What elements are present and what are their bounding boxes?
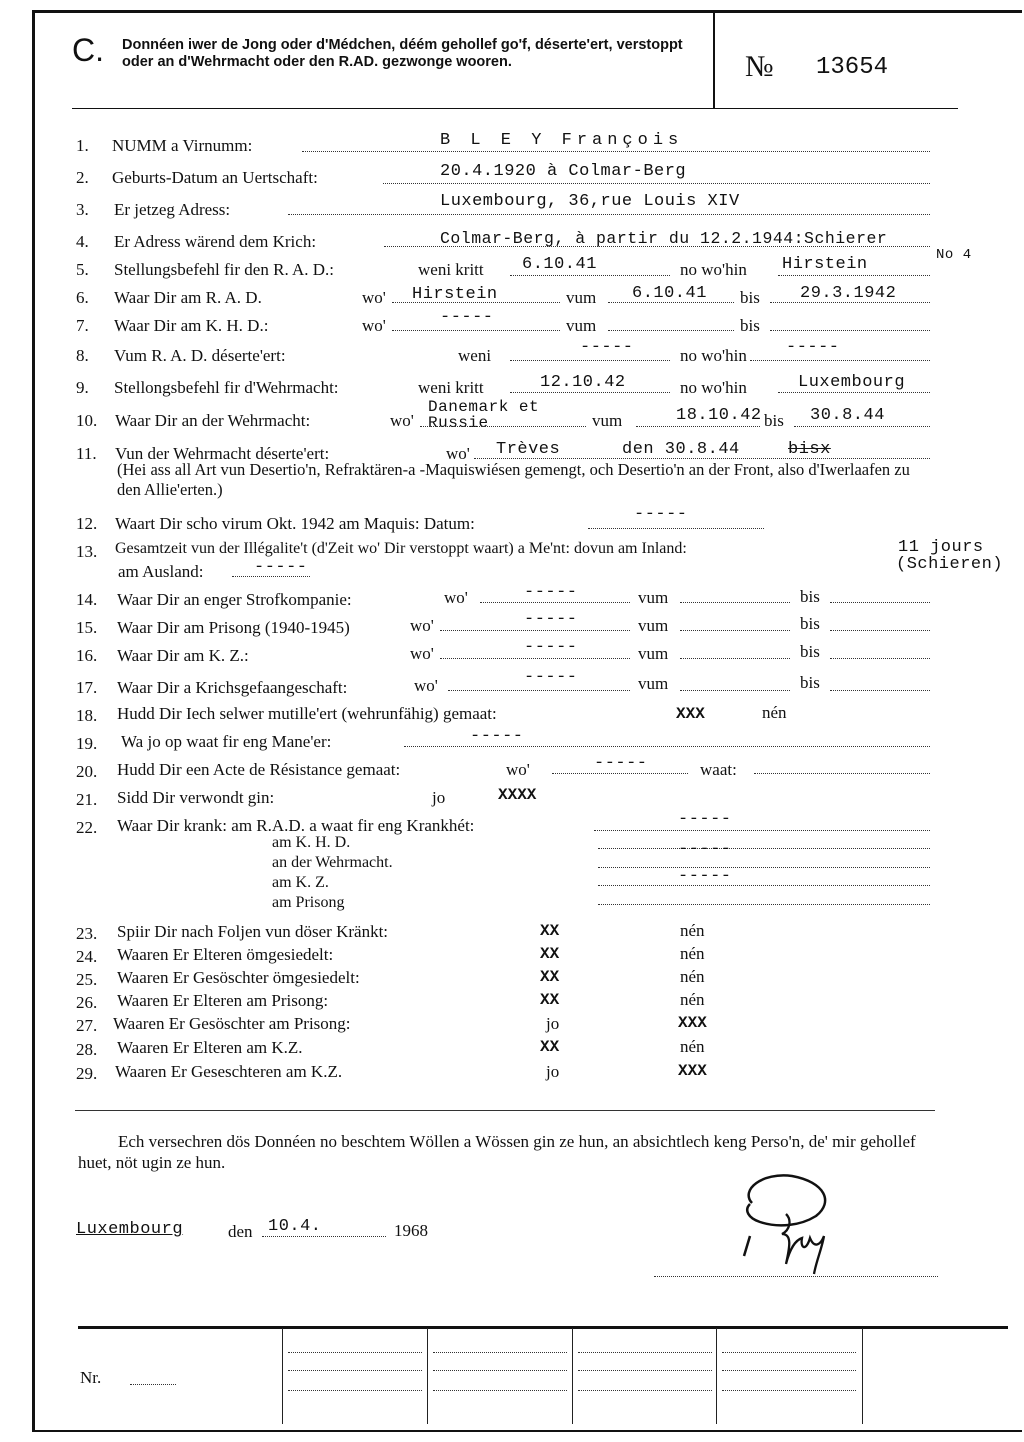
- signature-year: 1968: [394, 1221, 428, 1240]
- item-number-3: 3.: [76, 200, 89, 219]
- label-no-wohin-8: no wo'hin: [680, 346, 747, 365]
- answer-inland: 11 jours: [898, 538, 984, 557]
- label-address: Er jetzeg Adress:: [114, 200, 231, 219]
- item-number-27: 27.: [76, 1016, 98, 1035]
- item-number-4: 4.: [76, 232, 89, 251]
- field-line-sick-rad: [594, 830, 930, 831]
- form-number: 13654: [816, 54, 889, 81]
- answer-desert-where: Trèves: [496, 440, 561, 459]
- label-weni-kritt-9: weni kritt: [418, 378, 484, 397]
- label-wm-desert: Vun der Wehrmacht déserte'ert:: [115, 444, 330, 463]
- field-line-penal-where: [480, 602, 630, 603]
- footer-line-a1: [288, 1352, 422, 1353]
- footer-line-b2: [433, 1370, 567, 1371]
- answer-sick-kz: -----: [678, 867, 732, 886]
- field-line-wm-order-date: [510, 392, 670, 393]
- label-pow: Waar Dir a Krichsgefaangeschaft:: [117, 678, 348, 697]
- item-number-23: 23.: [76, 924, 98, 943]
- label-name: NUMM a Virnumm:: [112, 136, 253, 155]
- footer-top-rule: [78, 1326, 1008, 1329]
- label-wo-15: wo': [410, 616, 434, 635]
- label-illegality: Gesamtzeit vun der Illégalite't (d'Zeit wo' Dir verstoppt waart) a Me'nt: dovun am Inland:: [115, 540, 687, 557]
- label-vum-17: vum: [638, 674, 669, 693]
- header-divider: [713, 10, 715, 108]
- label-wo-20: wo': [506, 760, 530, 779]
- label-parents-kz: Waaren Er Elteren am K.Z.: [117, 1038, 303, 1057]
- answer-self-mutilation-jo-struck: XXX: [676, 705, 705, 723]
- answer-rad-desert-date: -----: [580, 338, 634, 357]
- label-weni-8: weni: [458, 346, 492, 365]
- answer-wm-order-place: Luxembourg: [798, 373, 906, 392]
- label-no-wohin-5: no wo'hin: [680, 260, 747, 279]
- label-wm-service: Waar Dir an der Wehrmacht:: [115, 411, 311, 430]
- signature-date: 10.4.: [268, 1217, 322, 1236]
- label-wo-17: wo': [414, 676, 438, 695]
- answer-wm-from: 18.10.42: [676, 406, 762, 425]
- item-number-16: 16.: [76, 646, 98, 665]
- item-number-24: 24.: [76, 947, 98, 966]
- label-vum-16: vum: [638, 644, 669, 663]
- answer-23-nen: nén: [680, 921, 705, 940]
- answer-wm-order-date: 12.10.42: [540, 373, 626, 392]
- field-line-wm-order-place: [778, 392, 930, 393]
- field-line-birth: [383, 183, 930, 184]
- answer-inland-note: (Schieren): [896, 555, 1004, 574]
- answer-wounded-nen-struck: XXXX: [498, 786, 537, 804]
- field-line-sick-wehrmacht: [598, 867, 930, 868]
- answer-pow-where: -----: [524, 668, 578, 687]
- label-siblings-kz: Waaren Er Geseschteren am K.Z.: [115, 1062, 343, 1081]
- label-resistance: Hudd Dir een Acte de Résistance gemaat:: [117, 760, 401, 779]
- label-bis-6: bis: [740, 288, 760, 307]
- item-number-22: 22.: [76, 818, 98, 837]
- footer-line-d1: [722, 1352, 856, 1353]
- label-prison: Waar Dir am Prisong (1940-1945): [117, 618, 350, 637]
- label-sick-kz: am K. Z.: [272, 874, 329, 891]
- label-wo-14: wo': [444, 588, 468, 607]
- field-line-manner: [404, 746, 930, 747]
- answer-rad-from: 6.10.41: [632, 284, 707, 303]
- label-rad-order: Stellungsbefehl fir den R. A. D.:: [114, 260, 335, 279]
- section-letter: C.: [72, 32, 104, 68]
- label-sick-khd: am K. H. D.: [272, 834, 351, 851]
- label-siblings-resettled: Waaren Er Gesöschter ömgesiedelt:: [117, 968, 360, 987]
- footer-line-d2: [722, 1370, 856, 1371]
- answer-wm-to: 30.8.44: [810, 406, 885, 425]
- field-line-resistance-what: [754, 773, 930, 774]
- field-line-wm-to: [794, 426, 930, 427]
- footer-divider-3: [572, 1328, 573, 1424]
- label-bis-16: bis: [800, 642, 820, 661]
- item-number-14: 14.: [76, 590, 98, 609]
- label-birth: Geburts-Datum an Uertschaft:: [112, 168, 318, 187]
- label-sick: Waar Dir krank: am R.A.D. a waat fir eng Krankhét:: [117, 816, 475, 835]
- label-vum-7: vum: [566, 316, 597, 335]
- answer-abroad: -----: [254, 558, 308, 577]
- field-line-pow-to: [830, 690, 930, 691]
- label-sick-wehrmacht: an der Wehrmacht.: [272, 854, 393, 871]
- label-wo-6: wo': [362, 288, 386, 307]
- label-bis-14: bis: [800, 587, 820, 606]
- field-line-prison-where: [440, 630, 630, 631]
- item-number-15: 15.: [76, 618, 98, 637]
- item-number-28: 28.: [76, 1040, 98, 1059]
- item-number-7: 7.: [76, 316, 89, 335]
- field-line-prison-to: [830, 630, 930, 631]
- label-self-mutilation: Hudd Dir Iech selwer mutille'ert (wehrunfähig) gemaat:: [117, 704, 497, 723]
- declaration-separator: [75, 1110, 935, 1111]
- footer-divider-5: [862, 1328, 863, 1424]
- desertion-note: (Hei ass all Art vun Desertio'n, Refraktären-a -Maquiswiésen gemengt, och Desertio'n an der Front, also d'Iwerlaafen zu den Allie'erten.): [117, 460, 910, 499]
- answer-rad-to: 29.3.1942: [800, 284, 897, 303]
- field-line-khd-from: [608, 330, 734, 331]
- answer-wm-where-1: Danemark et: [428, 398, 540, 416]
- answer-27-jo: jo: [546, 1014, 560, 1033]
- label-bis-7: bis: [740, 316, 760, 335]
- signature-place: Luxembourg: [76, 1220, 184, 1239]
- field-line-resistance-where: [552, 773, 688, 774]
- answer-wounded-jo: jo: [432, 788, 446, 807]
- label-nr: Nr.: [80, 1368, 102, 1387]
- field-line-khd-where: [392, 330, 560, 331]
- label-rad-service: Waar Dir am R. A. D.: [114, 288, 262, 307]
- item-number-9: 9.: [76, 378, 89, 397]
- answer-rad-where: Hirstein: [412, 285, 498, 304]
- field-line-sick-kz: [598, 885, 930, 886]
- answer-25-nen: nén: [680, 967, 705, 986]
- item-number-29: 29.: [76, 1064, 98, 1083]
- answer-sick-khd: -----: [678, 840, 732, 859]
- item-number-5: 5.: [76, 260, 89, 279]
- answer-wm-where-2: Russie: [428, 414, 489, 432]
- label-khd-service: Waar Dir am K. H. D.:: [114, 316, 269, 335]
- label-weni-kritt-5: weni kritt: [418, 260, 484, 279]
- item-number-12: 12.: [76, 514, 98, 533]
- footer-line-c1: [578, 1352, 712, 1353]
- answer-26-jo-struck: XX: [540, 991, 560, 1009]
- answer-24-jo-struck: XX: [540, 945, 560, 963]
- field-line-name: [302, 151, 930, 152]
- item-number-10: 10.: [76, 411, 98, 430]
- label-rad-desert: Vum R. A. D. déserte'ert:: [114, 346, 286, 365]
- label-vum-6: vum: [566, 288, 597, 307]
- field-line-wm-from: [636, 426, 760, 427]
- field-line-penal-to: [830, 602, 930, 603]
- header-rule: [72, 108, 958, 109]
- footer-line-a3: [288, 1390, 422, 1391]
- label-penal-company: Waar Dir an enger Strofkompanie:: [117, 590, 352, 609]
- answer-war-address: Colmar-Berg, à partir du 12.2.1944:Schierer: [440, 229, 888, 248]
- answer-rad-order-place: Hirstein: [782, 255, 868, 274]
- answer-28-jo-struck: XX: [540, 1038, 560, 1056]
- answer-27-nen-struck: XXX: [678, 1014, 707, 1032]
- label-bis-15: bis: [800, 614, 820, 633]
- label-siblings-prison: Waaren Er Gesöschter am Prisong:: [113, 1014, 351, 1033]
- field-line-sick-khd: [598, 848, 930, 849]
- field-line-address: [288, 214, 930, 215]
- answer-23-jo-struck: XX: [540, 922, 560, 940]
- item-number-17: 17.: [76, 678, 98, 697]
- field-line-rad-order-date: [510, 275, 670, 276]
- field-line-sick-prison: [598, 904, 930, 905]
- field-line-prison-from: [680, 630, 790, 631]
- item-number-25: 25.: [76, 970, 98, 989]
- label-wo-16: wo': [410, 644, 434, 663]
- footer-line-b3: [433, 1390, 567, 1391]
- answer-rad-order-date: 6.10.41: [522, 255, 597, 274]
- label-manner: Wa jo op waat fir eng Mane'er:: [121, 732, 332, 751]
- field-line-pow-where: [448, 690, 630, 691]
- label-bis-17: bis: [800, 673, 820, 692]
- answer-self-mutilation-nen: nén: [762, 703, 787, 722]
- footer-line-c3: [578, 1390, 712, 1391]
- answer-war-address-no: No 4: [936, 247, 972, 263]
- answer-prison-where: -----: [524, 610, 578, 629]
- item-number-20: 20.: [76, 762, 98, 781]
- answer-khd-where: -----: [440, 308, 494, 327]
- item-number-6: 6.: [76, 288, 89, 307]
- label-wo-11: wo': [446, 444, 470, 463]
- field-line-kz-to: [830, 658, 930, 659]
- label-wm-order: Stellongsbefehl fir d'Wehrmacht:: [114, 378, 339, 397]
- label-vum-15: vum: [638, 616, 669, 635]
- answer-desert-date: den 30.8.44: [622, 440, 740, 459]
- field-line-kz-from: [680, 658, 790, 659]
- frame-border-top: [32, 10, 1022, 13]
- answer-26-nen: nén: [680, 990, 705, 1009]
- answer-maquis-date: -----: [634, 505, 688, 524]
- handwritten-signature: [730, 1168, 840, 1278]
- answer-birth: 20.4.1920 à Colmar-Berg: [440, 162, 687, 181]
- footer-line-d3: [722, 1390, 856, 1391]
- label-war-address: Er Adress wärend dem Krich:: [114, 232, 317, 251]
- answer-29-jo: jo: [546, 1062, 560, 1081]
- answer-25-jo-struck: XX: [540, 968, 560, 986]
- item-number-21: 21.: [76, 790, 98, 809]
- answer-address: Luxembourg, 36,rue Louis XIV: [440, 192, 740, 211]
- field-line-maquis-date: [588, 528, 764, 529]
- label-consequences: Spiir Dir nach Foljen vun döser Kränkt:: [117, 922, 389, 941]
- answer-rad-desert-place: -----: [786, 338, 840, 357]
- label-vum-10: vum: [592, 411, 623, 430]
- item-number-1: 1.: [76, 136, 89, 155]
- footer-divider-1: [282, 1328, 283, 1424]
- label-parents-prison: Waaren Er Elteren am Prisong:: [117, 991, 329, 1010]
- label-abroad: am Ausland:: [118, 562, 204, 581]
- answer-resistance-where: -----: [594, 754, 648, 773]
- frame-border-left: [32, 10, 35, 1432]
- answer-kz-where: -----: [524, 638, 578, 657]
- field-line-penal-from: [680, 602, 790, 603]
- label-sick-prison: am Prisong: [272, 894, 345, 911]
- label-kz: Waar Dir am K. Z.:: [117, 646, 249, 665]
- form-title: Donnéen iwer de Jong oder d'Médchen, déém gehollef go'f, déserte'ert, verstoppt oder an d'Wehrmacht oder den R.AD. gezwonge wooren.: [122, 37, 683, 70]
- field-line-rad-desert-place: [750, 360, 930, 361]
- field-line-pow-from: [680, 690, 790, 691]
- label-den: den: [228, 1222, 253, 1241]
- answer-desert-struck: bisx: [788, 440, 831, 459]
- answer-manner: -----: [470, 727, 524, 746]
- label-vum-14: vum: [638, 588, 669, 607]
- field-line-kz-where: [440, 658, 630, 659]
- answer-28-nen: nén: [680, 1037, 705, 1056]
- footer-line-a2: [288, 1370, 422, 1371]
- label-wounded: Sidd Dir verwondt gin:: [117, 788, 275, 807]
- label-wo-7: wo': [362, 316, 386, 335]
- field-line-rad-order-place: [778, 275, 930, 276]
- item-number-13: 13.: [76, 542, 98, 561]
- item-number-19: 19.: [76, 734, 98, 753]
- field-line-rad-desert-date: [510, 360, 670, 361]
- item-number-2: 2.: [76, 168, 89, 187]
- label-no-wohin-9: no wo'hin: [680, 378, 747, 397]
- answer-penal-where: -----: [524, 583, 578, 602]
- answer-sick-rad: -----: [678, 810, 732, 829]
- field-line-wm-where: [420, 426, 586, 427]
- answer-29-nen-struck: XXX: [678, 1062, 707, 1080]
- field-line-sign-date: [262, 1236, 386, 1237]
- answer-name: B L E Y François: [440, 131, 684, 150]
- label-waat-20: waat:: [700, 760, 737, 779]
- footer-divider-2: [427, 1328, 428, 1424]
- footer-line-b1: [433, 1352, 567, 1353]
- label-wo-10: wo': [390, 411, 414, 430]
- label-maquis: Waart Dir scho virum Okt. 1942 am Maquis: Datum:: [115, 514, 475, 533]
- footer-line-c2: [578, 1370, 712, 1371]
- field-line-khd-to: [770, 330, 930, 331]
- item-number-18: 18.: [76, 706, 98, 725]
- answer-24-nen: nén: [680, 944, 705, 963]
- frame-border-bottom: [32, 1430, 1022, 1432]
- number-sign: №: [745, 50, 774, 83]
- declaration-text: Ech versechren dös Donnéen no beschtem Wöllen a Wössen gin ze hun, an absichtlech keng Perso'n, de' mir gehollef huet, nöt ugin ze hun.: [78, 1132, 916, 1172]
- item-number-8: 8.: [76, 346, 89, 365]
- field-line-nr: [130, 1384, 176, 1385]
- item-number-11: 11.: [76, 444, 97, 463]
- footer-divider-4: [716, 1328, 717, 1424]
- label-parents-resettled: Waaren Er Elteren ömgesiedelt:: [117, 945, 334, 964]
- item-number-26: 26.: [76, 993, 98, 1012]
- label-bis-10: bis: [764, 411, 784, 430]
